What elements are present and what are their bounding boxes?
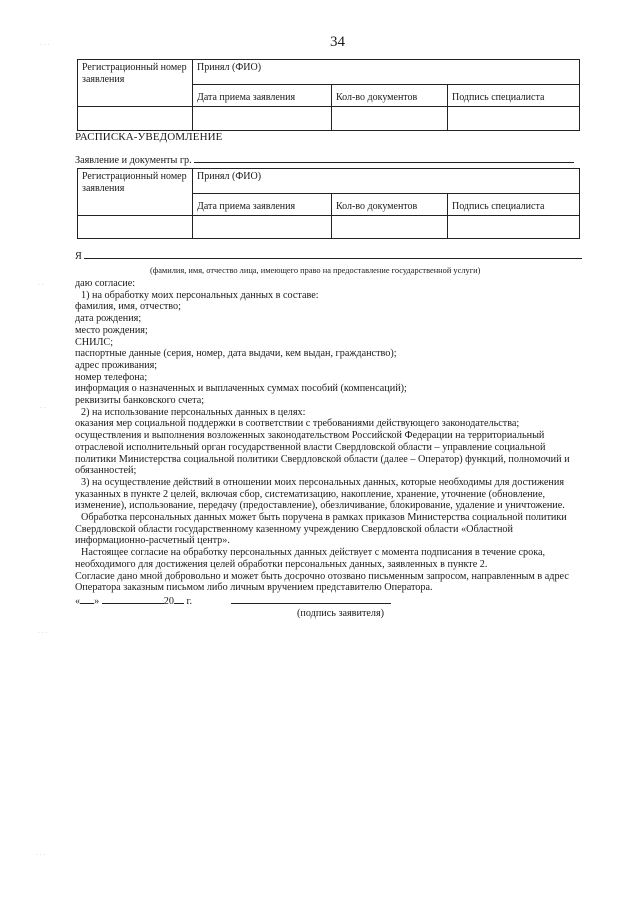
docs-line-field[interactable]	[194, 162, 574, 163]
consent-line: фамилия, имя, отчество;	[75, 301, 181, 313]
scan-artifact: · · ·	[40, 42, 50, 49]
consent-line: Обработка персональных данных может быть поручена в рамках приказов Министерства социальной политики	[81, 512, 567, 524]
consent-line: обязанностей;	[75, 465, 137, 477]
consent-line: Согласие дано мной добровольно и может быть досрочно отозвано письменным запросом, направленным в адрес	[75, 570, 569, 582]
consent-line: СНИЛС;	[75, 336, 114, 348]
docs-line-label: Заявление и документы гр.	[75, 155, 192, 166]
consent-line: место рождения;	[75, 324, 148, 336]
consent-line: необходимого для достижения целей обработки персональных данных, заявленных в пункте 2.	[75, 558, 488, 570]
registration-table-top	[77, 59, 580, 131]
ya-caption: (фамилия, имя, отчество лица, имеющего право на предоставление государственной услуги)	[150, 266, 481, 275]
page-number: 34	[330, 34, 345, 50]
scan-artifact: · ·	[40, 405, 46, 412]
received-by-header: Принял (ФИО)	[193, 169, 580, 194]
ya-line	[75, 251, 582, 262]
date-cell[interactable]	[193, 216, 332, 239]
scan-artifact: · · ·	[36, 852, 46, 859]
consent-line: информационно-расчетный центр».	[75, 535, 230, 547]
signature-header: Подпись специалиста	[448, 194, 580, 216]
consent-line: Настоящее согласие на обработку персональных данных действует с момента подписания в течение срока,	[81, 547, 546, 559]
consent-line: осуществления и выполнения возложенных законодательством Российской Федерации на территориальный	[75, 430, 545, 442]
consent-line: Свердловской области государственному казенному учреждению Свердловской области «Областной	[75, 523, 513, 535]
consent-line: дата рождения;	[75, 313, 142, 325]
applicant-signature-field[interactable]	[231, 603, 391, 604]
docs-line	[75, 155, 574, 166]
doc-count-cell[interactable]	[332, 216, 448, 239]
doc-count-header: Кол-во документов	[332, 85, 448, 107]
date-cell[interactable]	[193, 107, 332, 131]
consent-line: отраслевой исполнительный орган государственной власти Свердловской области – управление социальной	[75, 441, 546, 453]
registration-table-receipt	[77, 168, 580, 239]
consent-line: реквизиты банковского счета;	[75, 395, 205, 407]
signature-cell[interactable]	[448, 216, 580, 239]
doc-count-header: Кол-во документов	[332, 194, 448, 216]
consent-line: Оператора заказным письмом либо личным вручением представителю Оператора.	[75, 582, 433, 594]
consent-line: оказания мер социальной поддержки в соответствии с требованиями действующего законодательства;	[75, 418, 520, 430]
consent-line: номер телефона;	[75, 371, 148, 383]
consent-line: 1) на обработку моих персональных данных в составе:	[81, 289, 319, 301]
consent-line: указанных в пункте 2 целей, включая сбор, систематизацию, накопление, хранение, уточнение (обновление,	[75, 488, 546, 500]
consent-line: 2) на использование персональных данных в целях:	[81, 406, 306, 418]
scan-artifact: · · ·	[38, 630, 48, 637]
reg-number-cell[interactable]	[78, 107, 193, 131]
doc-count-cell[interactable]	[332, 107, 448, 131]
reg-number-header: Регистрационный номер заявления	[78, 169, 193, 216]
signature-caption: (подпись заявителя)	[297, 607, 385, 619]
consent-line: 3) на осуществление действий в отношении моих персональных данных, которые необходимы для достижения	[81, 476, 565, 488]
receipt-title: РАСПИСКА-УВЕДОМЛЕНИЕ	[75, 131, 223, 143]
day-field[interactable]	[80, 603, 94, 604]
consent-line: политики Министерства социальной политики Свердловской области (далее – Оператор) функций, полномочий и	[75, 453, 570, 465]
consent-text	[75, 278, 597, 619]
ya-label: Я	[75, 251, 82, 262]
year-field[interactable]	[174, 603, 184, 604]
signature-header: Подпись специалиста	[448, 85, 580, 107]
month-field[interactable]	[102, 603, 164, 604]
reg-number-header: Регистрационный номер заявления	[78, 60, 193, 107]
signature-cell[interactable]	[448, 107, 580, 131]
full-name-field[interactable]	[84, 258, 582, 259]
reg-number-cell[interactable]	[78, 216, 193, 239]
consent-line: изменение), использование, передачу (предоставление), обезличивание, блокирование, удаление и уничтожение.	[75, 500, 565, 512]
consent-line: даю согласие:	[75, 278, 136, 289]
consent-line: информация о назначенных и выплаченных суммах пособий (компенсаций);	[75, 383, 407, 395]
received-by-header: Принял (ФИО)	[193, 60, 580, 85]
consent-line: паспортные данные (серия, номер, дата выдачи, кем выдан, гражданство);	[75, 348, 397, 360]
date-header: Дата приема заявления	[193, 85, 332, 107]
consent-line: адрес проживания;	[75, 359, 158, 371]
scan-artifact: · ·	[38, 282, 44, 289]
date-line: « » 20 г.	[75, 596, 597, 608]
date-header: Дата приема заявления	[193, 194, 332, 216]
